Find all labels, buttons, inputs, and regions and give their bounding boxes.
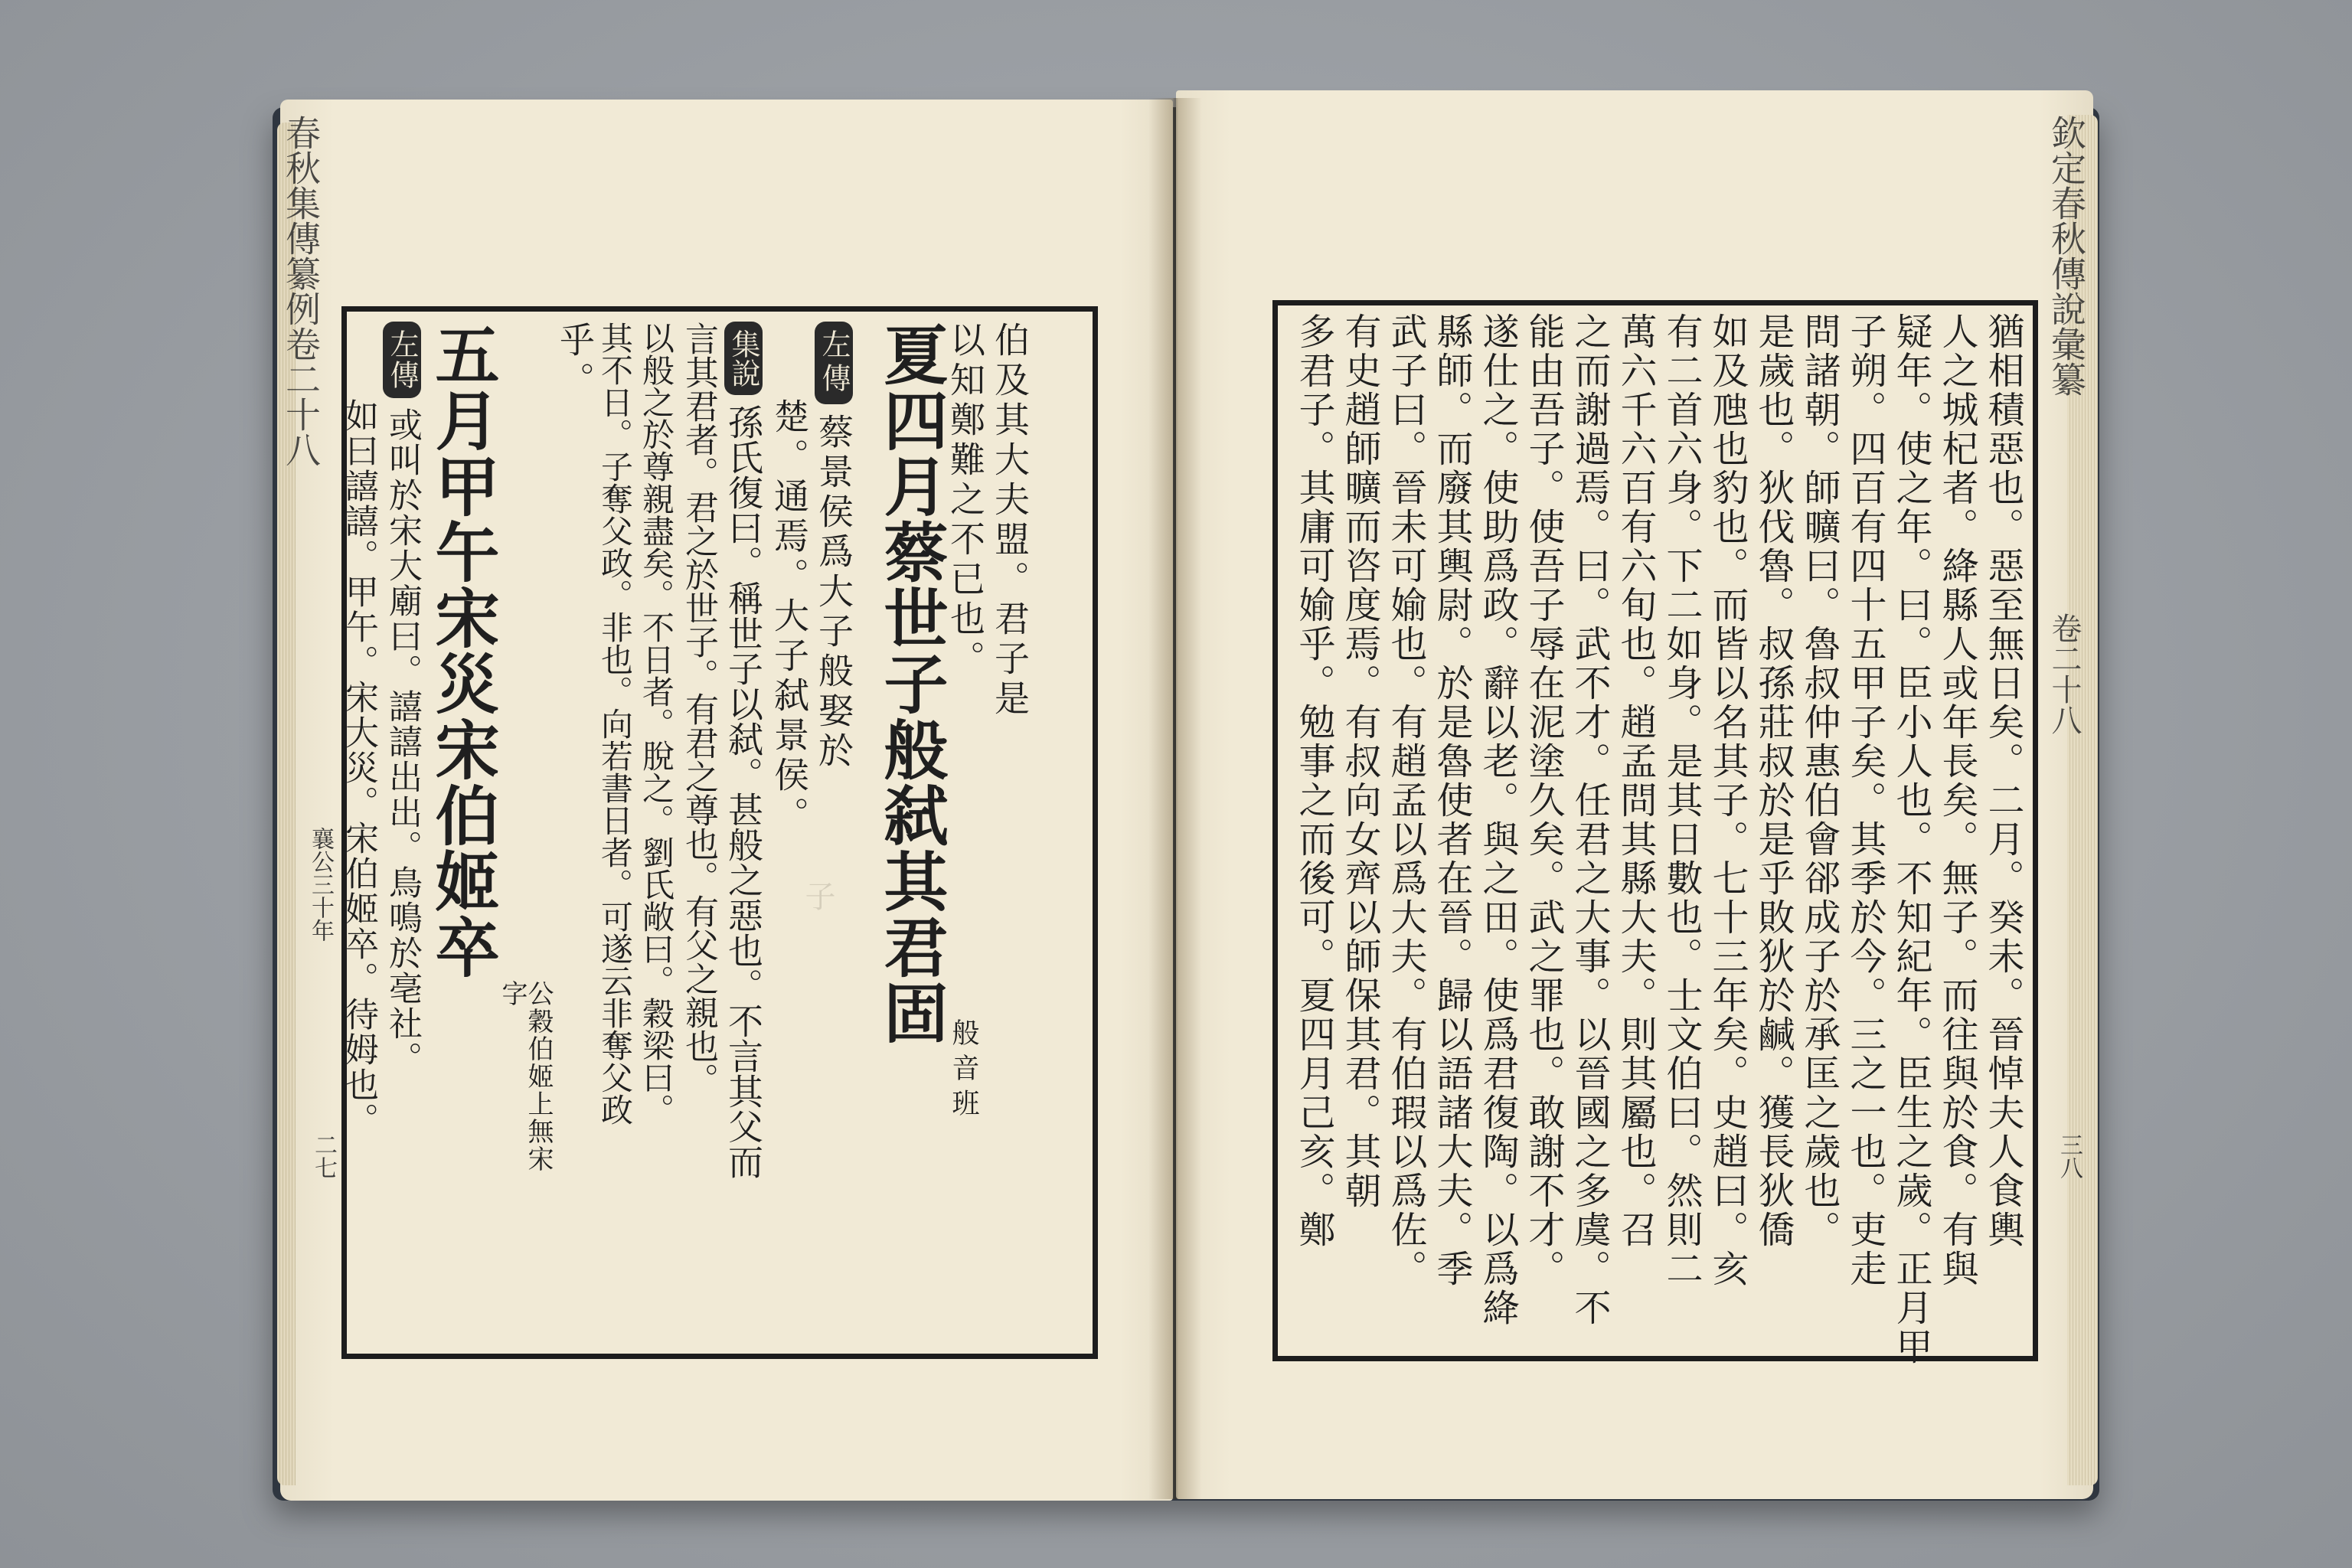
right-col-13: 縣師。而廢其輿尉。於是魯使者在晉。歸以語諸大夫。季 bbox=[1430, 312, 1473, 1289]
left-margin-title: 春秋集傳纂例卷二十八 bbox=[280, 115, 322, 467]
left-col-2: 以知鄭難之不已也。 bbox=[945, 322, 986, 680]
left-margin-page: 二七 bbox=[310, 1133, 337, 1179]
left-col-1: 伯及其大夫盟。君子是 bbox=[989, 322, 1031, 720]
right-margin-title: 欽定春秋傳說彙纂 bbox=[2046, 115, 2087, 397]
right-col-3: 疑年。使之年。曰。臣小人也。不知紀年。臣生之歲。正月甲 bbox=[1890, 312, 1932, 1367]
right-col-10: 之而謝過焉。曰。武不才。任君之大事。以晉國之多虞。不 bbox=[1568, 312, 1611, 1328]
left-col-9: 其不日。子奪父政。非也。向若書日者。可遂云非奪父政 bbox=[596, 322, 634, 1125]
left-col-13: 如曰譆譆。甲午。宋大災。宋伯姬卒。待姆也。 bbox=[339, 398, 378, 1138]
book-gutter bbox=[1148, 98, 1202, 1499]
right-col-8: 有二首六身。下二如身。是其日數也。士文伯曰。然則二 bbox=[1660, 312, 1703, 1289]
right-col-14: 武子曰。晉未可媮也。有趙孟以爲大夫。有伯瑕以爲佐。 bbox=[1384, 312, 1427, 1289]
right-col-6: 是歲也。狄伐魯。叔孫莊叔於是乎敗狄於鹹。獲長狄僑 bbox=[1752, 312, 1795, 1250]
right-col-2: 人之城杞者。絳縣人或年長矣。無子。而往與於食。有與 bbox=[1936, 312, 1978, 1289]
left-col-12 bbox=[383, 322, 421, 1076]
right-col-7: 如及虺也豹也。而皆以名其子。七十三年矣。史趙曰。亥 bbox=[1706, 312, 1749, 1289]
left-col-4-text: 蔡景侯爲大子般娶於 bbox=[813, 413, 854, 772]
bleed-through-text: 子 bbox=[800, 880, 835, 911]
left-margin-year: 襄公三十年 bbox=[307, 827, 334, 942]
right-col-12: 遂仕之。使助爲政。辭以老。與之田。使爲君復陶。以爲絳 bbox=[1476, 312, 1519, 1328]
right-col-16: 多君子。其庸可媮乎。勉事之而後可。夏四月己亥。鄭 bbox=[1292, 312, 1335, 1250]
left-col-11-note: 公穀伯姬上無宋字 bbox=[497, 980, 554, 1173]
right-col-11: 能由吾子。使吾子辱在泥塗久矣。武之罪也。敢謝不才。 bbox=[1522, 312, 1565, 1289]
right-col-9: 萬六千六百有六旬也。趙孟問其縣大夫。則其屬也。召 bbox=[1614, 312, 1657, 1250]
left-col-3-heading: 夏四月蔡世子般弑其君固 bbox=[874, 322, 949, 1046]
right-col-5: 問諸朝。師曠曰。魯叔仲惠伯會郤成子於承匡之歲也。 bbox=[1798, 312, 1841, 1250]
left-col-12-text: 或叫於宋大廟曰。譆譆出出。鳥鳴於亳社。 bbox=[383, 407, 422, 1076]
zuozhuan-label: 左傳 bbox=[815, 322, 853, 404]
right-col-1: 猶相積惡也。惡至無日矣。二月。癸未。晉悼夫人食輿 bbox=[1981, 312, 2024, 1250]
right-margin-page: 三八 bbox=[2056, 1133, 2082, 1179]
zuozhuan-label-2: 左傳 bbox=[383, 322, 421, 398]
right-col-15: 有史趙師曠而咨度焉。有叔向女齊以師保其君。其朝 bbox=[1338, 312, 1381, 1210]
left-col-4 bbox=[815, 322, 853, 772]
right-col-4: 子朔。四百有四十五甲子矣。其季於今。三之一也。吏走 bbox=[1844, 312, 1886, 1289]
left-col-3-note: 般音班 bbox=[948, 1018, 979, 1124]
left-col-6-text: 孫氏復曰。稱世子以弑。甚般之惡也。不言其父而 bbox=[723, 404, 764, 1179]
left-col-5: 楚。通焉。大子弑景侯。 bbox=[769, 398, 810, 836]
left-col-8: 以般之於尊親盡矣。不日者。脫之。劉氏敞曰。穀梁曰。 bbox=[638, 322, 675, 1125]
left-col-10: 乎。 bbox=[554, 322, 596, 401]
jishuo-label: 集說 bbox=[724, 322, 763, 395]
right-margin-volume: 卷二十八 bbox=[2047, 612, 2082, 735]
left-col-11-heading: 五月甲午宋災宋伯姬卒 bbox=[425, 322, 501, 980]
left-col-6 bbox=[724, 322, 763, 1179]
left-col-7: 言其君者。君之於世子。有君之尊也。有父之親也。 bbox=[679, 322, 718, 1096]
